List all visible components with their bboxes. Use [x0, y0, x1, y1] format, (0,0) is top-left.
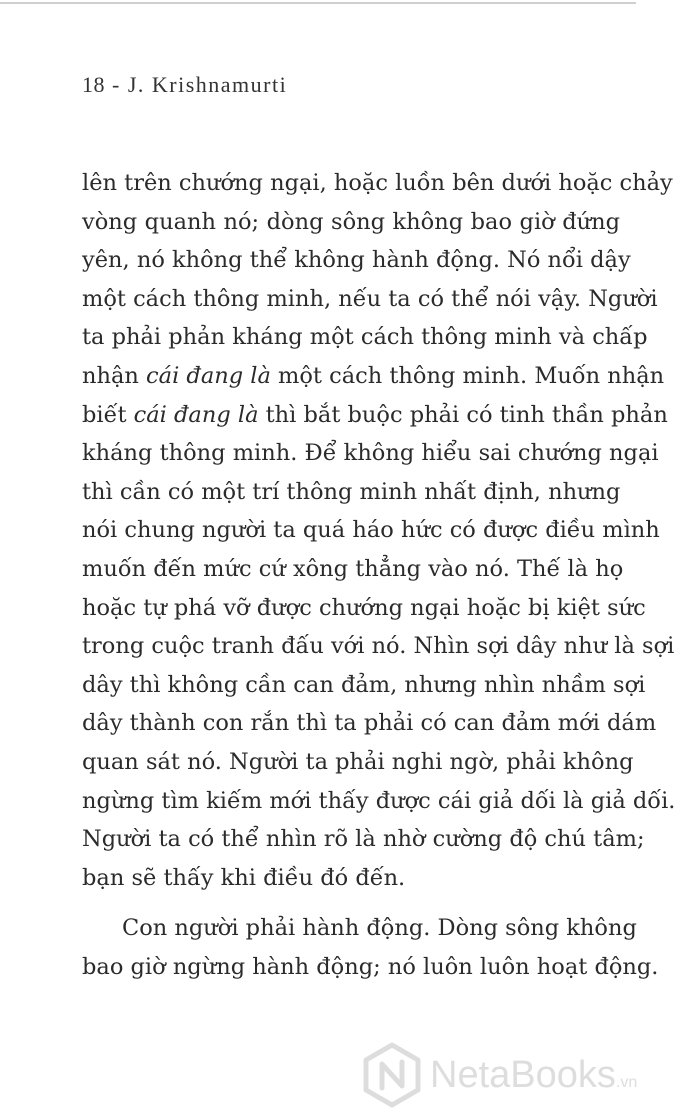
text-segment: trong cuộc tranh đấu với nó. Nhìn sợi dây như là sợi [82, 633, 675, 660]
watermark-name: NetaBooks [430, 1054, 616, 1096]
text-segment: bạn sẽ thấy khi điều đó đến. [82, 864, 406, 891]
text-line [82, 318, 648, 357]
text-segment: dây thành con rắn thì ta phải có can đảm mới dám [82, 710, 657, 737]
paragraph [82, 164, 676, 897]
text-segment: vòng quanh nó; dòng sông không bao giờ đứng [82, 208, 620, 235]
paragraph [82, 909, 659, 986]
text-segment: thì cần có một trí thông minh nhất định, nhưng [82, 478, 621, 505]
text-segment: dây thì không cần can đảm, nhưng nhìn nhầm sợi [82, 671, 646, 698]
italic-text: cái đang là [133, 401, 259, 428]
text-line [82, 396, 668, 435]
text-line [82, 948, 659, 987]
body-text [82, 164, 676, 986]
page-number: 18 [82, 72, 105, 97]
text-line [82, 909, 637, 948]
text-segment: nói chung người ta quá háo hức có được điều mình [82, 517, 660, 544]
text-line [82, 820, 645, 859]
text-segment: biết [82, 401, 134, 428]
text-line [82, 782, 676, 821]
text-segment: nhận [82, 362, 147, 389]
text-line [82, 666, 646, 705]
header-separator: - [112, 72, 121, 97]
top-rule [0, 2, 636, 4]
n-hexagon-logo-icon [362, 1042, 422, 1108]
text-segment: một cách thông minh, nếu ta có thể nói vậy. Người [82, 285, 658, 312]
text-line [82, 434, 659, 473]
text-segment: thì bắt buộc phải có tinh thần phản [258, 401, 668, 428]
text-segment: một cách thông minh. Muốn nhận [270, 362, 665, 389]
text-segment: ngừng tìm kiếm mới thấy được cái giả dối là giả dối. [82, 787, 676, 814]
text-line [82, 164, 673, 203]
text-line [82, 357, 665, 396]
text-line [82, 203, 620, 242]
text-line [82, 859, 620, 898]
text-line [82, 627, 675, 666]
paragraph-gap [82, 897, 620, 909]
watermark-text [430, 1054, 637, 1097]
text-segment: ta phải phản kháng một cách thông minh và chấp [82, 324, 648, 351]
watermark [362, 1042, 692, 1112]
text-segment: hoặc tự phá vỡ được chướng ngại hoặc bị kiệt sức [82, 594, 646, 621]
text-segment: Con người phải hành động. Dòng sông không [122, 915, 637, 942]
text-line [82, 473, 620, 512]
text-line [82, 280, 658, 319]
text-segment: quan sát nó. Người ta phải nghi ngờ, phải không [82, 748, 634, 775]
italic-text: cái đang là [146, 362, 271, 389]
text-segment: kháng thông minh. Để không hiểu sai chướng ngại [82, 440, 659, 467]
text-segment: yên, nó không thể không hành động. Nó nổi dậy [82, 247, 631, 274]
text-line [82, 743, 634, 782]
text-segment: Người ta có thể nhìn rõ là nhờ cường độ chú tâm; [82, 826, 645, 853]
text-segment: lên trên chướng ngại, hoặc luồn bên dưới hoặc chảy [82, 170, 673, 196]
watermark-tld: .vn [615, 1074, 638, 1091]
text-line [82, 511, 660, 550]
text-line [82, 550, 624, 589]
text-segment: bao giờ ngừng hành động; nó luôn luôn hoạt động. [82, 953, 659, 980]
text-line [82, 241, 631, 280]
text-line [82, 704, 657, 743]
text-segment: muốn đến mức cứ xông thẳng vào nó. Thế là họ [82, 555, 624, 582]
author-name: J. Krishnamurti [127, 72, 288, 97]
text-line [82, 589, 646, 628]
running-head [82, 72, 287, 98]
